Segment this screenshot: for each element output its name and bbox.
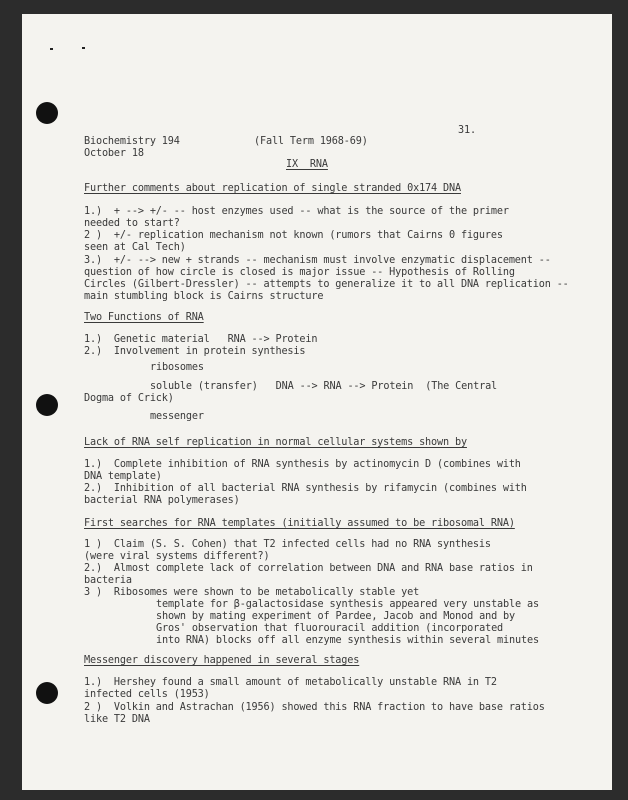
speck-mark [82, 47, 85, 49]
text-line: 1.) + --> +/- -- host enzymes used -- what is the source of the primer [84, 206, 509, 217]
term-label: (Fall Term 1968-69) [254, 136, 368, 147]
section-heading: Lack of RNA self replication in normal cellular systems shown by [84, 437, 467, 448]
punch-hole-middle [36, 394, 58, 416]
text-line: bacterial RNA polymerases) [84, 495, 240, 506]
speck-mark [50, 48, 53, 50]
text-line: like T2 DNA [84, 714, 150, 725]
text-line: Circles (Gilbert-Dressler) -- attempts to generalize it to all DNA replication -- [84, 279, 569, 290]
text-line: into RNA) blocks off all enzyme synthesis within several minutes [156, 635, 539, 646]
section-heading: Two Functions of RNA [84, 312, 204, 323]
text-line: soluble (transfer) DNA --> RNA --> Protein (The Central [150, 381, 498, 392]
text-line: 2 ) +/- replication mechanism not known (rumors that Cairns 0 figures [84, 230, 503, 241]
punch-hole-top [36, 102, 58, 124]
text-line: needed to start? [84, 218, 180, 229]
text-line: bacteria [84, 575, 132, 586]
lecture-date: October 18 [84, 148, 144, 159]
text-line: 1 ) Claim (S. S. Cohen) that T2 infected cells had no RNA synthesis [84, 539, 491, 550]
text-line: ribosomes [150, 362, 204, 373]
text-line: 2.) Almost complete lack of correlation between DNA and RNA base ratios in [84, 563, 533, 574]
text-line: messenger [150, 411, 204, 422]
text-line: shown by mating experiment of Pardee, Jacob and Monod and by [156, 611, 516, 622]
text-line: 2.) Inhibition of all bacterial RNA synthesis by rifamycin (combines with [84, 483, 527, 494]
text-line: 1.) Hershey found a small amount of metabolically unstable RNA in T2 [84, 677, 497, 688]
text-line: DNA template) [84, 471, 162, 482]
punch-hole-bottom [36, 682, 58, 704]
text-line: 1.) Genetic material RNA --> Protein [84, 334, 318, 345]
text-line: 3.) +/- --> new + strands -- mechanism must involve enzymatic displacement -- [84, 255, 551, 266]
text-line: Dogma of Crick) [84, 393, 174, 404]
text-line: Gros' observation that fluorouracil addition (incorporated [156, 623, 504, 634]
section-heading: Messenger discovery happened in several stages [84, 655, 360, 666]
text-line: template for β-galactosidase synthesis appeared very unstable as [156, 599, 539, 610]
text-line: main stumbling block is Cairns structure [84, 291, 324, 302]
text-line: 3 ) Ribosomes were shown to be metabolically stable yet [84, 587, 420, 598]
page-number: 31. [458, 125, 476, 136]
text-line: seen at Cal Tech) [84, 242, 186, 253]
text-line: question of how circle is closed is major issue -- Hypothesis of Rolling [84, 267, 515, 278]
text-line: (were viral systems different?) [84, 551, 270, 562]
course-title: Biochemistry 194 [84, 136, 180, 147]
document-page [22, 14, 612, 790]
section-heading: Further comments about replication of single stranded 0x174 DNA [84, 183, 461, 194]
section-heading: First searches for RNA templates (initially assumed to be ribosomal RNA) [84, 518, 515, 529]
text-line: infected cells (1953) [84, 689, 210, 700]
text-line: 2 ) Volkin and Astrachan (1956) showed this RNA fraction to have base ratios [84, 702, 545, 713]
section-title: IX RNA [286, 159, 328, 170]
text-line: 1.) Complete inhibition of RNA synthesis by actinomycin D (combines with [84, 459, 521, 470]
text-line: 2.) Involvement in protein synthesis [84, 346, 306, 357]
